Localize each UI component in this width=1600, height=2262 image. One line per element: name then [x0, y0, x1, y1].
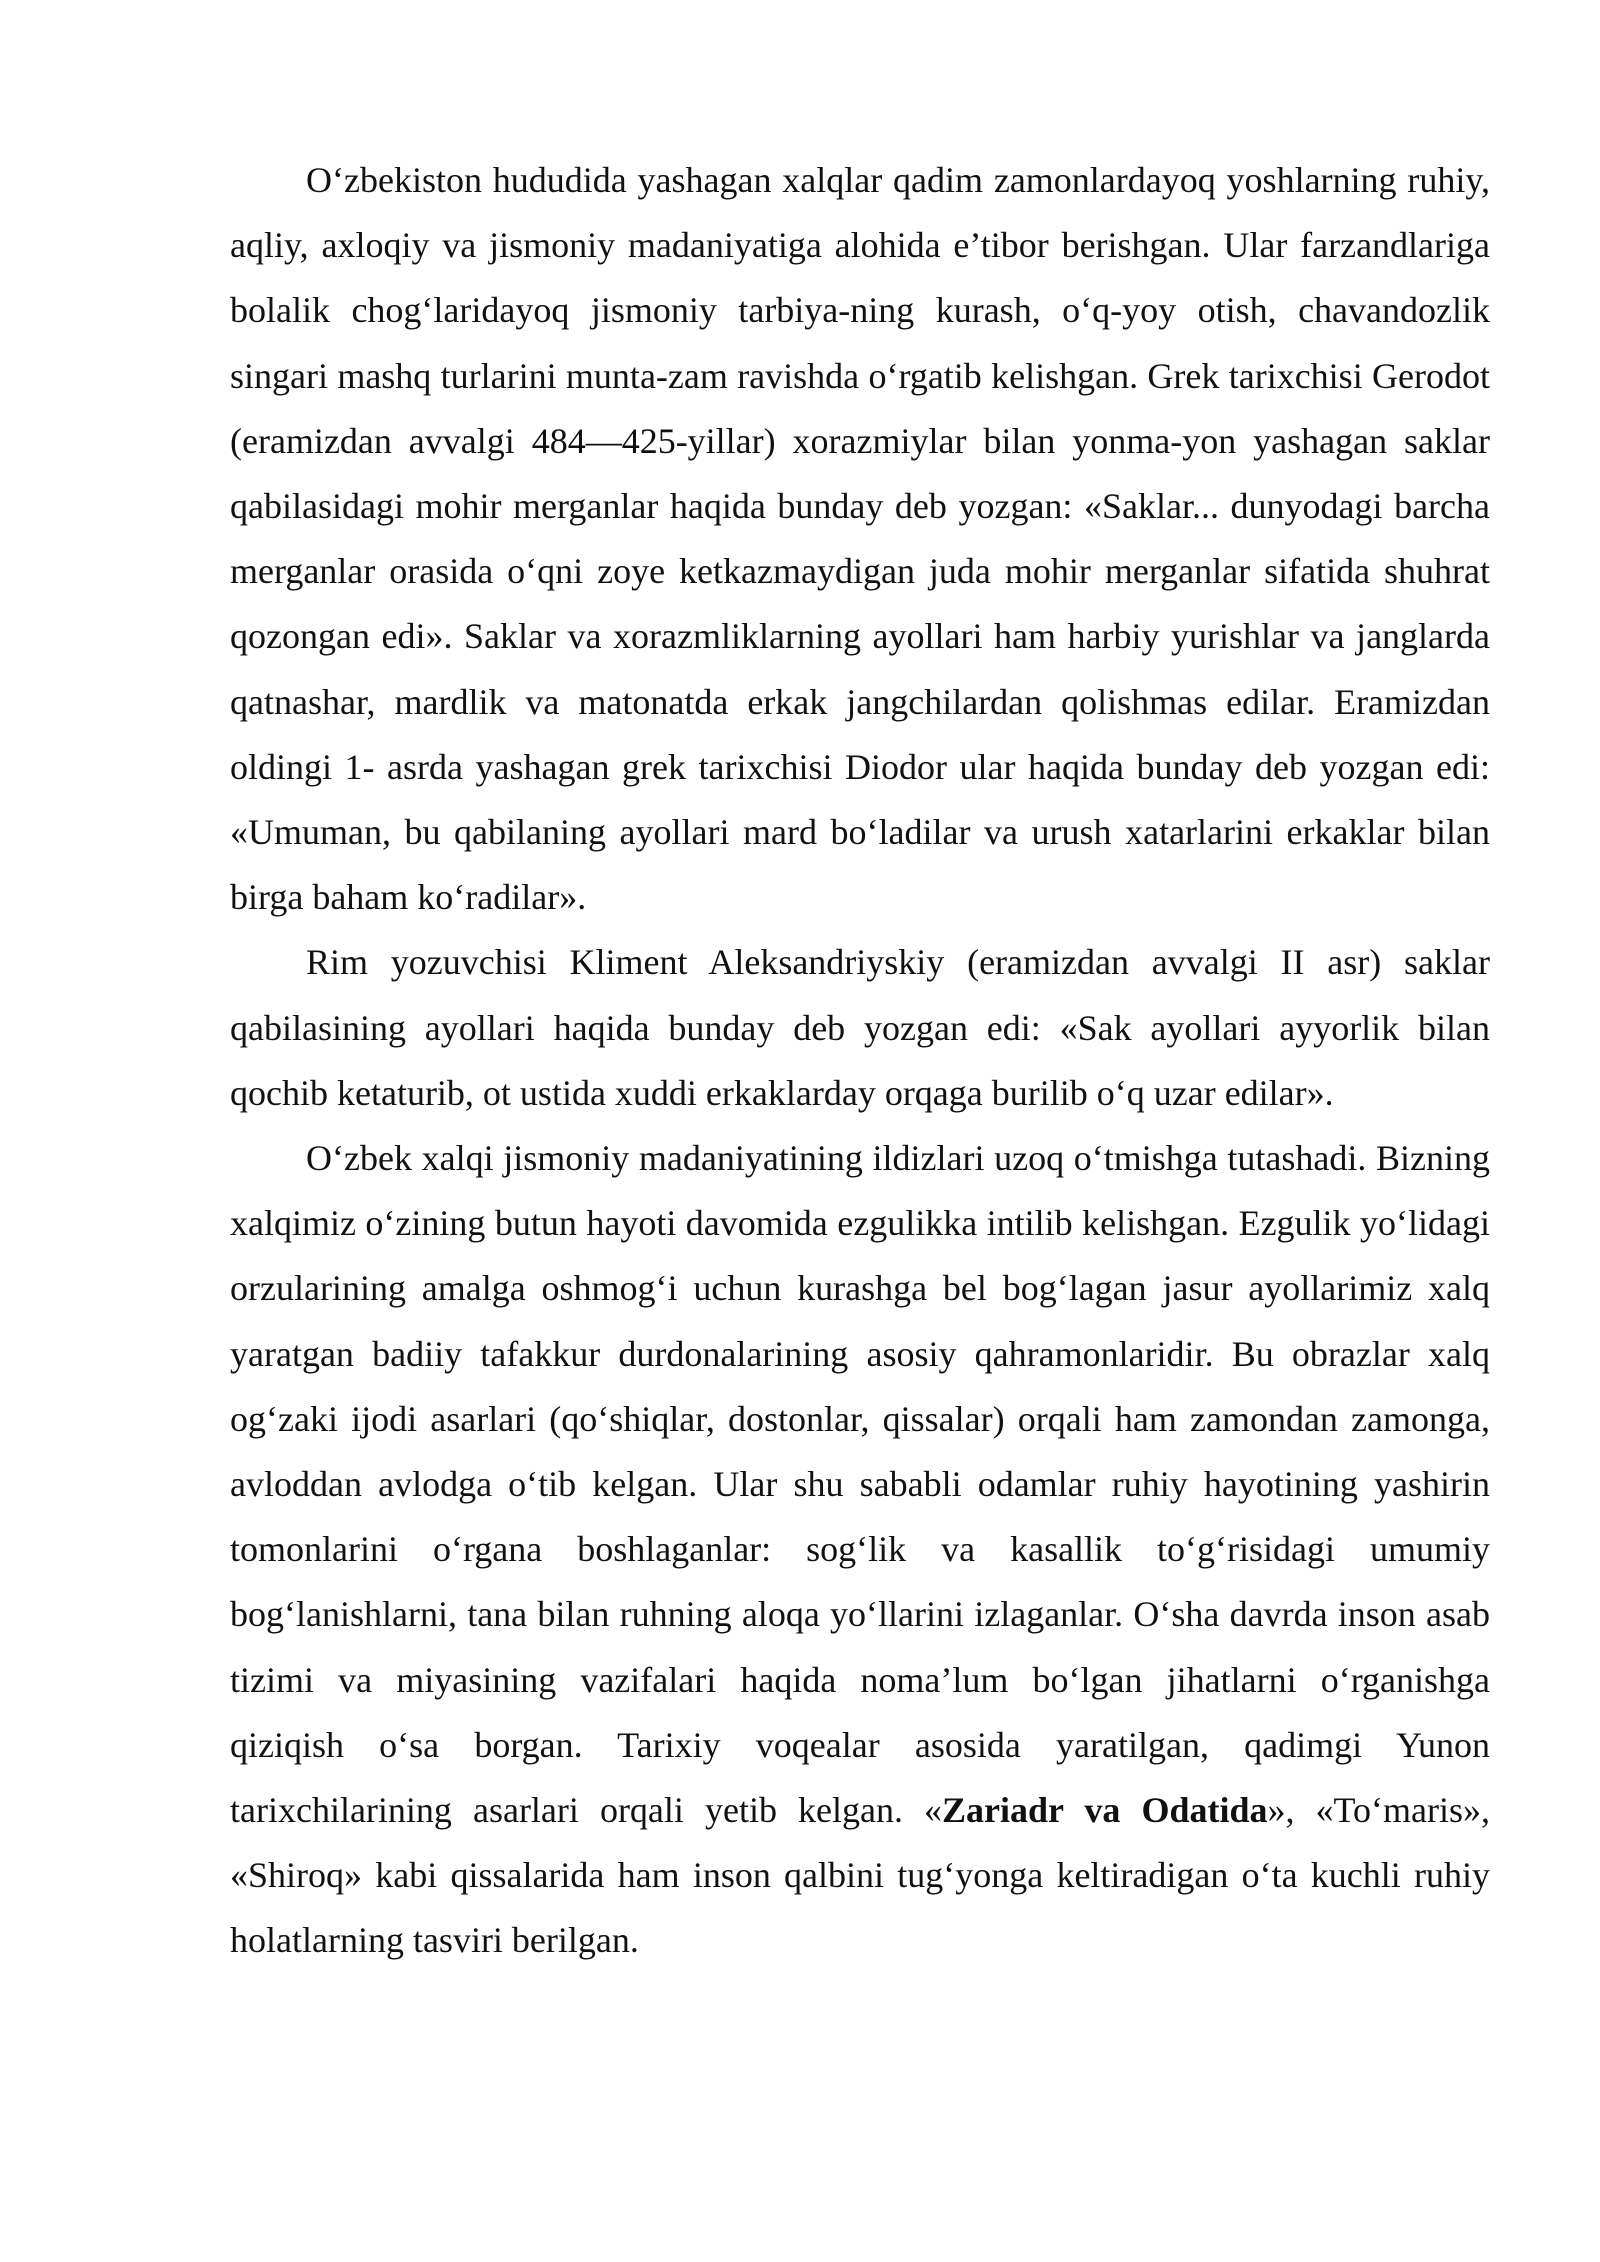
paragraph-3-text-before: O‘zbek xalqi jismoniy madaniyatining ildizlari uzoq o‘tmishga tutashadi. Bizning xalqimiz o‘zining butun hayoti davomida ezgulikka intilib kelishgan. Ezgulik yo‘lidagi orzularining amalga oshmog‘i uchun kurashga bel bog‘lagan jasur ayollarimiz xalq yaratgan badiiy tafakkur durdonalarining asosiy qahramonlaridir. Bu obrazlar xalq og‘zaki ijodi asarlari (qo‘shiqlar, dostonlar, qissalar) orqali ham zamondan zamonga, avloddan avlodga o‘tib kelgan. Ular shu sababli odamlar ruhiy hayotining yashirin tomonlarini o‘rgana boshlaganlar: sog‘lik va kasallik to‘g‘risidagi umumiy bog‘lanishlarni, tana bilan ruhning aloqa yo‘llarini izlaganlar. O‘sha davrda inson asab tizimi va miyasining vazifalari haqida noma’lum bo‘lgan jihatlarni o‘rganishga qiziqish o‘sa borgan. Tarixiy voqealar asosida yaratilgan, qadimgi Yunon tarixchilarining asarlari orqali yetib kelgan. « [230, 1138, 1490, 1831]
paragraph-3 [230, 1126, 1490, 1974]
paragraph-1: O‘zbekiston hududida yashagan xalqlar qadim zamonlardayoq yoshlarning ruhiy, aqliy, axloqiy va jismoniy madaniyatiga alohida e’tibor berishgan. Ular farzandlariga bolalik chog‘laridayoq jismoniy tarbiya-ning kurash, o‘q-yoy otish, chavandozlik singari mashq turlarini munta-zam ravishda o‘rgatib kelishgan. Grek tarixchisi Gerodot (eramizdan avvalgi 484—425-yillar) xorazmiylar bilan yonma-yon yashagan saklar qabilasidagi mohir merganlar haqida bunday deb yozgan: «Saklar... dunyodagi barcha merganlar orasida o‘qni zoye ketkazmaydigan juda mohir merganlar sifatida shuhrat qozongan edi». Saklar va xorazmliklarning ayollari ham harbiy yurishlar va janglarda qatnashar, mardlik va matonatda erkak jangchilardan qolishmas edilar. Eramizdan oldingi 1- asrda yashagan grek tarixchisi Diodor ular haqida bunday deb yozgan edi: «Umuman, bu qabilaning ayollari mard bo‘ladilar va urush xatarlarini erkaklar bilan birga baham ko‘radilar». [230, 160, 1490, 918]
story-title-bold: Zariadr va Odatida [942, 1790, 1268, 1831]
paragraph-3-text-after: », «To‘maris», «Shiroq» kabi qissalarida ham inson qalbini tug‘yonga keltiradigan o‘ta kuchli ruhiy holatlarning tasviri berilgan. [230, 1790, 1490, 1961]
paragraph-2: Rim yozuvchisi Kliment Aleksandriyskiy (eramizdan avvalgi II asr) saklar qabilasining ayollari haqida bunday deb yozgan edi: «Sak ayollari ayyorlik bilan qochib ketaturib, ot ustida xuddi erkaklarday orqaga burilib o‘q uzar edilar». [230, 942, 1490, 1113]
document-page [230, 148, 1490, 1974]
